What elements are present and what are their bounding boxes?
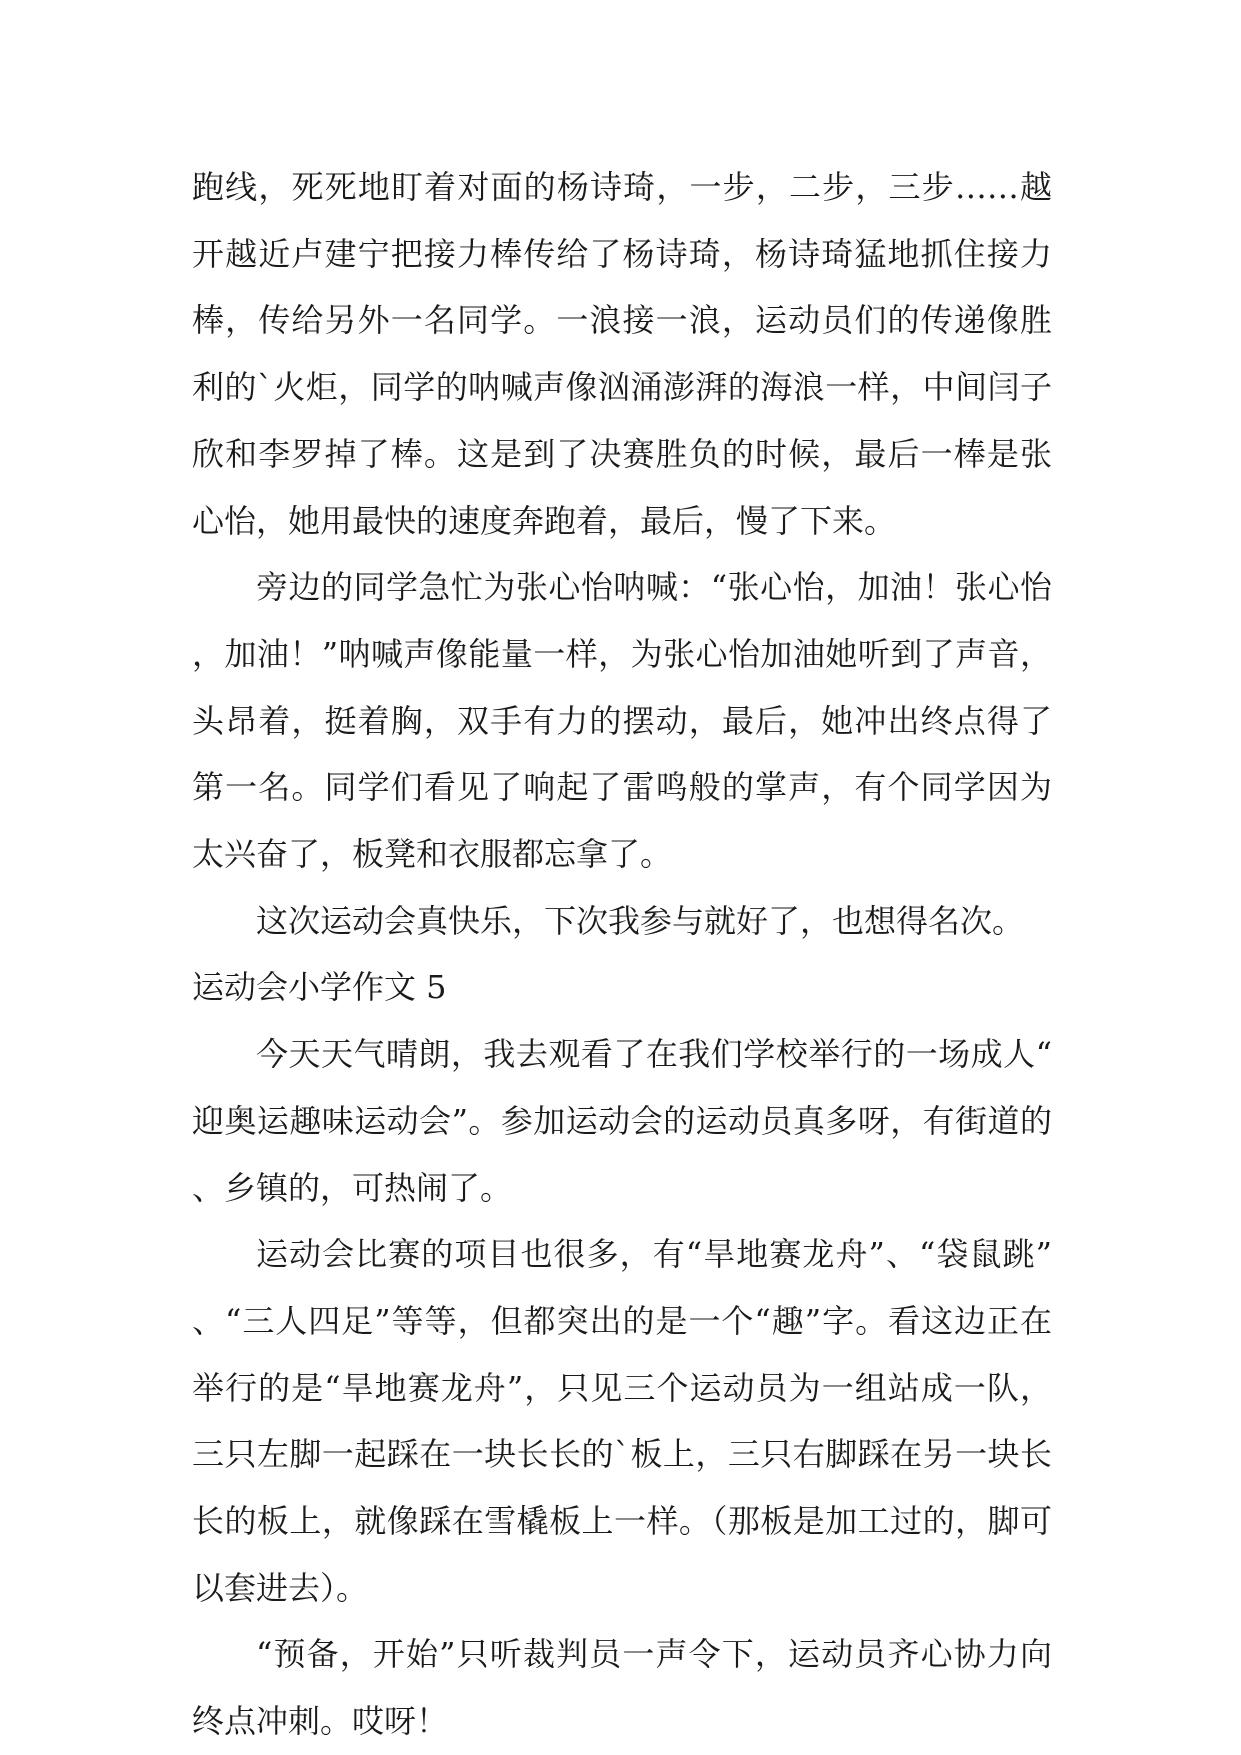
paragraph-events: 运动会比赛的项目也很多，有“旱地赛龙舟”、“袋鼠跳”、“三人四足”等等，但都突出的是一个“趣”字。看这边正在举行的是“旱地赛龙舟”，只见三个运动员为一组站成一队，三只左脚一起踩在一块长长的`板上，三只右脚踩在另一块长长的板上，就像踩在雪橇板上一样。（那板是加工过的，脚可以套进去）。 xyxy=(192,1235,1052,1607)
essay-heading: 运动会小学作文 5 xyxy=(192,968,447,1007)
paragraph-relay-race: 跑线，死死地盯着对面的杨诗琦，一步，二步，三步……越开越近卢建宁把接力棒传给了杨诗琦，杨诗琦猛地抓住接力棒，传给另外一名同学。一浪接一浪，运动员们的传递像胜利的`火炬，同学的呐喊声像汹涌澎湃的海浪一样，中间闫子欣和李罗掉了棒。这是到了决赛胜负的时候，最后一棒是张心怡，她用最快的速度奔跑着，最后，慢了下来。 xyxy=(192,168,1052,540)
document-body xyxy=(192,154,1052,1755)
paragraph-start: “预备，开始”只听裁判员一声令下，运动员齐心协力向终点冲刺。哎呀！ xyxy=(192,1635,1052,1741)
paragraph-conclusion: 这次运动会真快乐，下次我参与就好了，也想得名次。 xyxy=(256,901,1025,940)
paragraph-cheering: 旁边的同学急忙为张心怡呐喊：“张心怡，加油！张心怡，加油！”呐喊声像能量一样，为张心怡加油她听到了声音，头昂着，挺着胸，双手有力的摆动，最后，她冲出终点得了第一名。同学们看见了响起了雷鸣般的掌声，有个同学因为太兴奋了，板凳和衣服都忘拿了。 xyxy=(192,568,1052,874)
paragraph-intro: 今天天气晴朗，我去观看了在我们学校举行的一场成人“迎奥运趣味运动会”。参加运动会的运动员真多呀，有街道的、乡镇的，可热闹了。 xyxy=(192,1035,1052,1207)
